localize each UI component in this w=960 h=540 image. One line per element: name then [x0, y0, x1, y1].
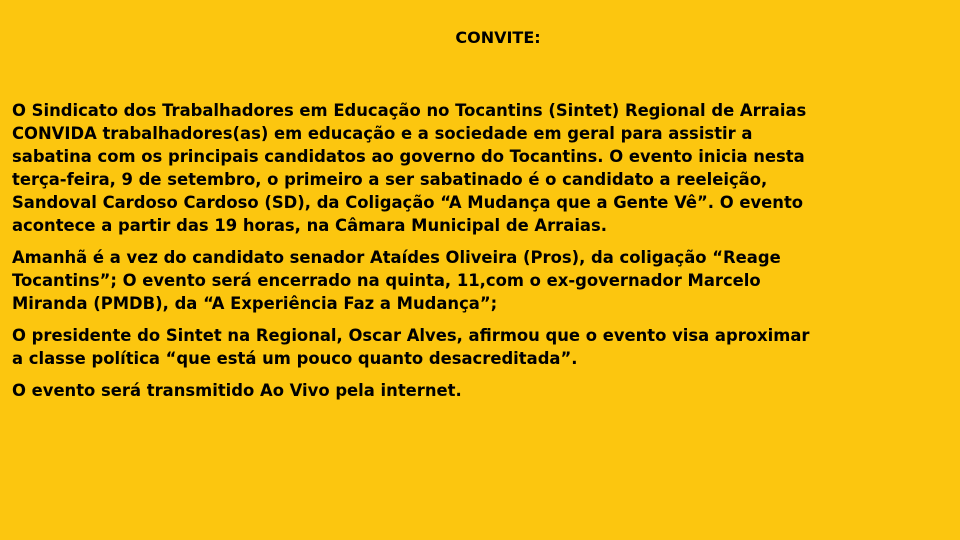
text-line: sabatina com os principais candidatos ao governo do Tocantins. O evento inicia nesta [12, 147, 805, 166]
text-line: a classe política “que está um pouco quanto desacreditada”. [12, 349, 578, 368]
paragraph-tomorrow [12, 246, 952, 315]
text-line: O Sindicato dos Trabalhadores em Educação no Tocantins (Sintet) Regional de Arraias [12, 101, 807, 120]
invitation-body [12, 99, 952, 411]
text-line: O evento será transmitido Ao Vivo pela internet. [12, 381, 462, 400]
text-line: Miranda (PMDB), da “A Experiência Faz a Mudança”; [12, 294, 498, 313]
paragraph-president [12, 324, 952, 370]
text-line: terça-feira, 9 de setembro, o primeiro a ser sabatinado é o candidato a reeleição, [12, 170, 768, 189]
text-line: Sandoval Cardoso Cardoso (SD), da Coligação “A Mudança que a Gente Vê”. O evento [12, 193, 804, 212]
text-line: CONVIDA trabalhadores(as) em educação e a sociedade em geral para assistir a [12, 124, 753, 143]
paragraph-invitation [12, 99, 952, 237]
text-line: Amanhã é a vez do candidato senador Ataídes Oliveira (Pros), da coligação “Reage [12, 248, 781, 267]
text-line: Tocantins”; O evento será encerrado na quinta, 11,com o ex-governador Marcelo [12, 271, 761, 290]
page-title: CONVITE: [455, 28, 541, 47]
paragraph-broadcast [12, 379, 952, 402]
text-line: O presidente do Sintet na Regional, Oscar Alves, afirmou que o evento visa aproximar [12, 326, 810, 345]
text-line: acontece a partir das 19 horas, na Câmara Municipal de Arraias. [12, 216, 607, 235]
